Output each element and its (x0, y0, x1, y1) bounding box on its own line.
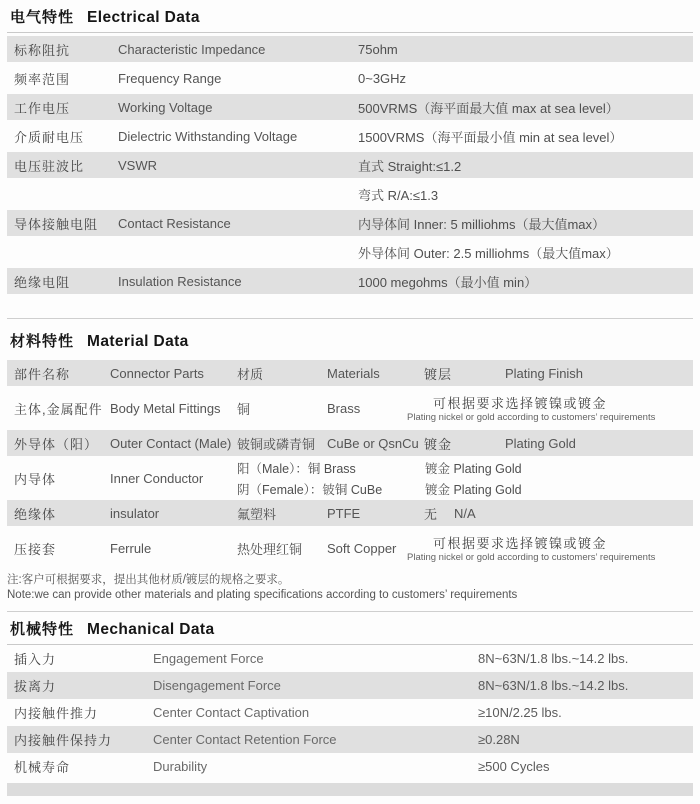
part-name-zh: 主体,金属配件 (14, 401, 103, 417)
table-row-continuation (7, 181, 693, 207)
column-header-plating-zh: 镀层 (424, 366, 453, 382)
divider (7, 32, 693, 33)
row-label-en: Disengagement Force (153, 678, 281, 693)
row-label-zh: 介质耐电压 (14, 129, 85, 145)
material-zh: 铜 (237, 401, 251, 417)
row-label-en: Characteristic Impedance (118, 41, 266, 57)
row-label-zh: 标称阻抗 (14, 42, 71, 58)
part-name-en: Outer Contact (Male) (110, 435, 232, 451)
section-title-zh: 材料特性 (10, 333, 75, 350)
part-name-en: Body Metal Fittings (110, 400, 221, 416)
column-header-part-en: Connector Parts (110, 365, 204, 381)
plating-en: N/A (454, 505, 476, 521)
part-name-en: insulator (110, 505, 160, 521)
section-title-zh: 机械特性 (10, 621, 75, 638)
section-gap (0, 603, 700, 611)
table-row (7, 753, 693, 780)
row-value: 外导体间 Outer: 2.5 milliohms（最大值max） (358, 245, 619, 261)
part-name-zh: 绝缘体 (14, 506, 57, 522)
section-title-mechanical (0, 612, 700, 644)
row-label-en: Dielectric Withstanding Voltage (118, 128, 298, 144)
row-label-en: Insulation Resistance (118, 273, 242, 289)
material-en: PTFE (327, 505, 361, 521)
row-value: ≥500 Cycles (478, 759, 550, 774)
plating-cell (424, 504, 693, 523)
row-label-zh: 插入力 (14, 652, 57, 667)
row-value: ≥0.28N (478, 732, 520, 747)
section-title-material (0, 324, 700, 356)
table-row (7, 699, 693, 726)
table-row (7, 65, 693, 91)
row-label-zh: 导体接触电阻 (14, 216, 99, 232)
row-label-zh: 绝缘电阻 (14, 274, 71, 290)
row-value: 1000 megohms（最小值 min） (358, 274, 538, 290)
row-value: 75ohm (358, 41, 398, 57)
row-label-en: Engagement Force (153, 651, 264, 666)
column-header-plating-en: Plating Finish (505, 365, 584, 381)
material-zh: 氟塑料 (237, 506, 277, 522)
row-value: ≥10N/2.25 lbs. (478, 705, 562, 720)
material-line-male: 阳（Male）：铜 Brass (237, 461, 356, 476)
row-value: 弯式 R/A:≤1.3 (358, 187, 439, 203)
part-name-zh: 压接套 (14, 541, 57, 557)
row-label-zh: 内接触件推力 (14, 706, 99, 721)
plating-cell (407, 533, 693, 563)
column-header-material-en: Materials (327, 365, 380, 381)
row-value: 直式 Straight:≤1.2 (358, 158, 462, 174)
section-title-en: Electrical Data (87, 9, 200, 26)
plating-en: Plating nickel or gold according to customers’ requirements (407, 552, 656, 563)
part-name-en: Inner Conductor (110, 470, 204, 486)
plating-line-male: 镀金 Plating Gold (425, 461, 522, 476)
table-row (7, 386, 693, 430)
table-row (7, 430, 693, 456)
material-en: Brass (327, 400, 361, 416)
plating-cell (424, 459, 693, 498)
plating-en: Plating nickel or gold according to customers’ requirements (407, 412, 656, 423)
row-label-en: Center Contact Captivation (153, 705, 310, 720)
table-header-row (7, 360, 693, 386)
material-line-female: 阴（Female）：铍铜 CuBe (237, 482, 383, 497)
part-name-zh: 内导体 (14, 471, 57, 487)
row-label-en: Center Contact Retention Force (153, 732, 337, 747)
section-mechanical (0, 612, 700, 796)
table-row (7, 36, 693, 62)
material-zh: 铍铜或磷青铜 (237, 436, 316, 452)
part-name-en: Ferrule (110, 540, 152, 556)
section-gap (0, 297, 700, 318)
row-label-en: Durability (153, 759, 208, 774)
part-name-zh: 外导体（阳） (14, 436, 99, 452)
section-material (0, 324, 700, 603)
row-label-zh: 机械寿命 (14, 760, 71, 775)
note-en: Note:we can provide other materials and plating specifications according to customers’ requirements (7, 589, 518, 601)
note-zh: 注:客户可根据要求，提出其他材质/镀层的规格之要求。 (7, 574, 290, 586)
plating-zh: 可根据要求选择镀镍或镀金 (433, 536, 608, 551)
table-row (7, 672, 693, 699)
section-title-en: Mechanical Data (87, 621, 215, 638)
row-value: 1500VRMS（海平面最小值 min at sea level） (358, 129, 623, 145)
table-row (7, 500, 693, 526)
plating-zh: 可根据要求选择镀镍或镀金 (433, 396, 608, 411)
row-label-en: Contact Resistance (118, 215, 231, 231)
table-row (7, 210, 693, 236)
row-value: 内导体间 Inner: 5 milliohms（最大值max） (358, 216, 606, 232)
material-zh: 热处理红铜 (237, 541, 303, 557)
plating-cell (424, 434, 693, 453)
row-label-zh: 频率范围 (14, 71, 71, 87)
table-row-continuation (7, 239, 693, 265)
plating-zh: 无 (424, 506, 439, 522)
plating-line-female: 镀金 Plating Gold (425, 482, 522, 497)
section-title-electrical (0, 0, 700, 32)
row-label-zh: 内接触件保持力 (14, 733, 113, 748)
table-row (7, 726, 693, 753)
row-value: 8N~63N/1.8 lbs.~14.2 lbs. (478, 651, 629, 666)
section-title-zh: 电气特性 (10, 9, 75, 26)
row-label-en: Frequency Range (118, 70, 222, 86)
row-label-zh: 电压驻波比 (14, 158, 85, 174)
row-value: 0~3GHz (358, 70, 407, 86)
row-label-zh: 拔离力 (14, 679, 57, 694)
material-en: Soft Copper (327, 540, 397, 556)
plating-en: Plating Gold (505, 435, 576, 451)
material-cell (237, 459, 424, 498)
plating-zh: 镀金 (424, 436, 453, 452)
table-row (7, 152, 693, 178)
material-note (7, 573, 693, 603)
row-label-zh: 工作电压 (14, 100, 71, 116)
column-header-material-zh: 材质 (237, 366, 264, 382)
row-label-en: VSWR (118, 157, 157, 173)
row-value: 500VRMS（海平面最大值 max at sea level） (358, 100, 619, 116)
table-row (7, 645, 693, 672)
column-header-part-zh: 部件名称 (14, 366, 71, 382)
material-en: CuBe or QsnCu (327, 435, 419, 451)
partial-next-row-strip (7, 783, 693, 796)
divider (7, 318, 693, 319)
table-row (7, 268, 693, 294)
plating-cell (407, 393, 693, 423)
section-electrical (0, 0, 700, 294)
table-row (7, 123, 693, 149)
table-row (7, 526, 693, 570)
table-row (7, 456, 693, 500)
column-header-plating (424, 364, 693, 383)
table-row (7, 94, 693, 120)
row-value: 8N~63N/1.8 lbs.~14.2 lbs. (478, 678, 629, 693)
section-title-en: Material Data (87, 333, 189, 350)
row-label-en: Working Voltage (118, 99, 213, 115)
